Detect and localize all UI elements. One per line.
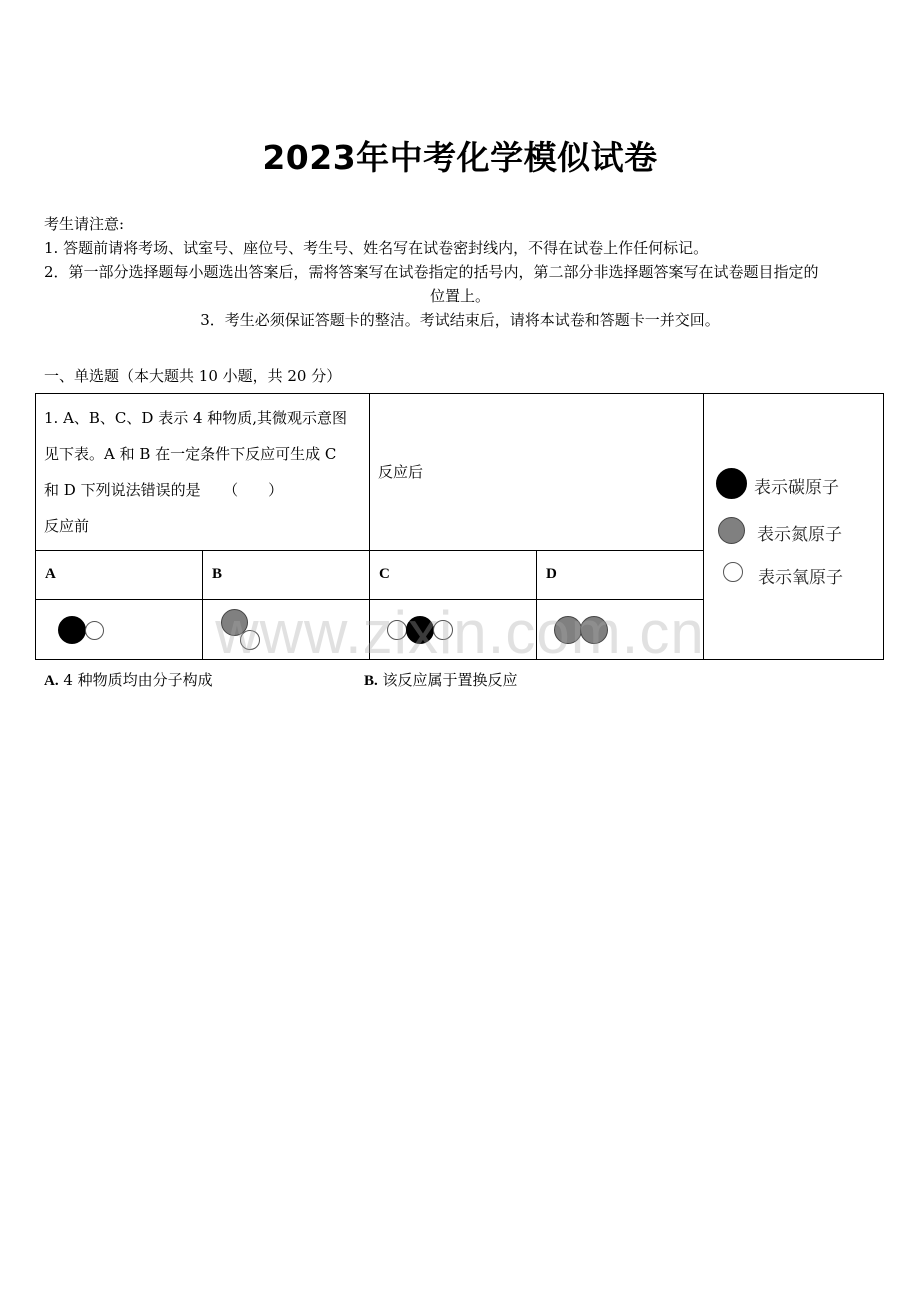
notice-item-2: 2．第一部分选择题每小题选出答案后，需将答案写在试卷指定的括号内，第二部分非选择题答案写在试卷题目指定的: [44, 263, 819, 281]
oxygen-atom-icon: [723, 562, 743, 582]
option-a-text: 4 种物质均由分子构成: [63, 671, 213, 689]
carbon-atom-icon: [716, 468, 747, 499]
section-title: 一、单选题（本大题共 10 小题，共 20 分）: [44, 367, 342, 385]
page-title: 2023年中考化学模似试卷: [262, 138, 658, 177]
notice-heading: 考生请注意:: [44, 215, 125, 233]
option-a-letter: A.: [44, 673, 59, 689]
option-b-letter: B.: [364, 673, 378, 689]
header-c: C: [369, 550, 537, 600]
legend-carbon: 表示碳原子: [754, 478, 839, 498]
option-b[interactable]: [364, 669, 518, 690]
nitrogen-atom-icon: [718, 517, 745, 544]
question-stem-line-3: 和 D 下列说法错误的是 （ ）: [44, 481, 284, 499]
notice-item-1: 1. 答题前请将考场、试室号、座位号、考生号、姓名写在试卷密封线内，不得在试卷上作任何标记。: [44, 239, 709, 257]
legend-oxygen: 表示氧原子: [758, 568, 843, 588]
after-label: 反应后: [378, 463, 424, 481]
notice-item-3: 3．考生必须保证答题卡的整洁。考试结束后，请将本试卷和答题卡一并交回。: [200, 311, 720, 329]
legend-nitrogen: 表示氮原子: [757, 525, 842, 545]
notice-item-2-continued: 位置上。: [429, 287, 490, 305]
watermark: www.zixin.com.cn: [215, 599, 705, 666]
header-b: B: [202, 550, 370, 600]
header-d: D: [536, 550, 704, 600]
after-cell: [369, 393, 704, 551]
question-stem-line-2: 见下表。A 和 B 在一定条件下反应可生成 C: [44, 445, 337, 463]
question-stem-line-1: 1. A、B、C、D 表示 4 种物质,其微观示意图: [44, 409, 348, 427]
header-a: A: [35, 550, 203, 600]
option-a[interactable]: [44, 669, 213, 690]
question-stem-cell: [35, 393, 370, 551]
option-b-text: 该反应属于置换反应: [382, 671, 518, 689]
before-label: 反应前: [44, 517, 90, 535]
